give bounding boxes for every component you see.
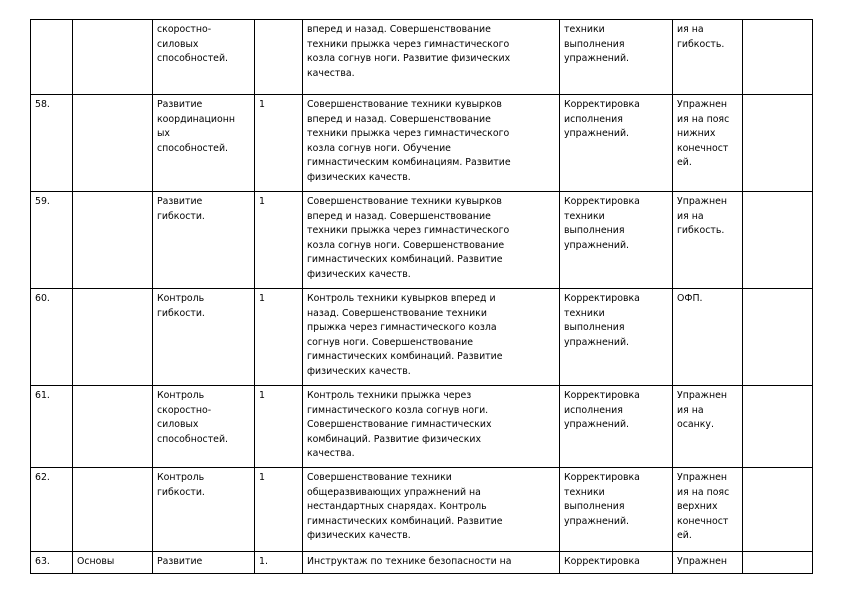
cell-topic: Контроль гибкости. — [153, 289, 255, 386]
cell-activity: Корректировка техники выполнения упражнений. — [560, 192, 673, 289]
cell-hours: 1 — [255, 95, 303, 192]
cell-topic: Развитие координационн ых способностей. — [153, 95, 255, 192]
cell-homework: Упражнен ия на пояс нижних конечност ей. — [673, 95, 743, 192]
cell-hours: 1 — [255, 192, 303, 289]
cell-number: 61. — [31, 386, 73, 468]
cell-extra — [743, 552, 813, 574]
cell-activity: Корректировка — [560, 552, 673, 574]
table-row — [31, 289, 813, 386]
cell-section — [73, 289, 153, 386]
cell-activity: Корректировка исполнения упражнений. — [560, 386, 673, 468]
cell-topic: Развитие — [153, 552, 255, 574]
cell-homework: ия на гибкость. — [673, 20, 743, 95]
cell-content: Совершенствование техники кувырков вперед и назад. Совершенствование техники прыжка через гимнастического козла согнув ноги. Совершенствование гимнастических комбинаций. Развитие физических качеств. — [303, 192, 560, 289]
cell-homework: ОФП. — [673, 289, 743, 386]
cell-section — [73, 192, 153, 289]
table-row — [31, 552, 813, 574]
cell-content: Инструктаж по технике безопасности на — [303, 552, 560, 574]
cell-extra — [743, 20, 813, 95]
cell-topic: Контроль гибкости. — [153, 468, 255, 552]
cell-number — [31, 20, 73, 95]
cell-hours: 1 — [255, 289, 303, 386]
cell-topic: Контроль скоростно- силовых способностей. — [153, 386, 255, 468]
cell-content: Совершенствование техники кувырков вперед и назад. Совершенствование техники прыжка через гимнастического козла согнув ноги. Обучение гимнастическим комбинациям. Развитие физических качеств. — [303, 95, 560, 192]
cell-hours: 1. — [255, 552, 303, 574]
cell-hours — [255, 20, 303, 95]
cell-extra — [743, 289, 813, 386]
cell-number: 58. — [31, 95, 73, 192]
cell-activity: Корректировка техники выполнения упражнений. — [560, 468, 673, 552]
lesson-plan-table — [30, 19, 813, 574]
cell-section — [73, 468, 153, 552]
cell-extra — [743, 192, 813, 289]
cell-activity: Корректировка техники выполнения упражнений. — [560, 289, 673, 386]
cell-section — [73, 386, 153, 468]
cell-homework: Упражнен ия на гибкость. — [673, 192, 743, 289]
table-row — [31, 386, 813, 468]
cell-extra — [743, 386, 813, 468]
cell-number: 62. — [31, 468, 73, 552]
cell-hours: 1 — [255, 468, 303, 552]
cell-number: 59. — [31, 192, 73, 289]
table-row — [31, 20, 813, 95]
cell-number: 60. — [31, 289, 73, 386]
cell-extra — [743, 95, 813, 192]
cell-section — [73, 20, 153, 95]
table-row — [31, 95, 813, 192]
cell-homework: Упражнен ия на осанку. — [673, 386, 743, 468]
cell-homework: Упражнен — [673, 552, 743, 574]
cell-content: Контроль техники кувырков вперед и назад. Совершенствование техники прыжка через гимнастического козла согнув ноги. Совершенствование гимнастических комбинаций. Развитие физических качеств. — [303, 289, 560, 386]
cell-activity: Корректировка исполнения упражнений. — [560, 95, 673, 192]
cell-topic: скоростно- силовых способностей. — [153, 20, 255, 95]
cell-hours: 1 — [255, 386, 303, 468]
cell-section — [73, 95, 153, 192]
cell-content: Совершенствование техники общеразвивающих упражнений на нестандартных снарядах. Контроль гимнастических комбинаций. Развитие физических качеств. — [303, 468, 560, 552]
cell-topic: Развитие гибкости. — [153, 192, 255, 289]
table-row — [31, 468, 813, 552]
cell-section: Основы — [73, 552, 153, 574]
cell-homework: Упражнен ия на пояс верхних конечност ей. — [673, 468, 743, 552]
cell-extra — [743, 468, 813, 552]
cell-content: вперед и назад. Совершенствование техники прыжка через гимнастического козла согнув ноги. Развитие физических качества. — [303, 20, 560, 95]
cell-number: 63. — [31, 552, 73, 574]
table-row — [31, 192, 813, 289]
cell-content: Контроль техники прыжка через гимнастического козла согнув ноги. Совершенствование гимнастических комбинаций. Развитие физических качества. — [303, 386, 560, 468]
cell-activity: техники выполнения упражнений. — [560, 20, 673, 95]
